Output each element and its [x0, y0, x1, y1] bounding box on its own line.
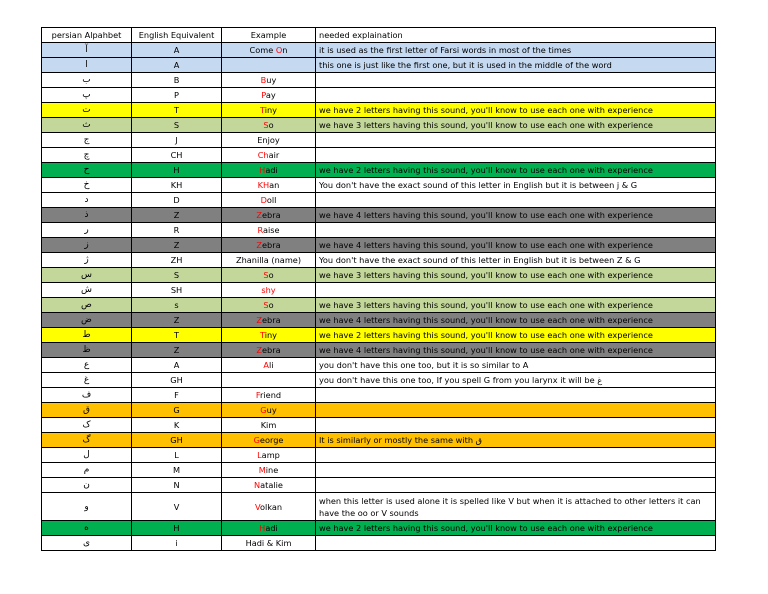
persian-letter-cell: غ	[42, 373, 132, 388]
persian-letter-cell: ذ	[42, 208, 132, 223]
persian-letter-cell: ی	[42, 536, 132, 551]
explanation-cell: this one is just like the first one, but it is used in the middle of the word	[316, 58, 716, 73]
example-highlight: Z	[256, 210, 262, 220]
example-cell	[222, 238, 316, 253]
english-equivalent-cell: s	[132, 298, 222, 313]
persian-letter-cell: ن	[42, 478, 132, 493]
english-equivalent-cell: ZH	[132, 253, 222, 268]
explanation-cell: you don't have this one too, but it is so similar to A	[316, 358, 716, 373]
table-row	[42, 433, 716, 448]
persian-letter-cell: ب	[42, 73, 132, 88]
table-row	[42, 478, 716, 493]
english-equivalent-cell: CH	[132, 148, 222, 163]
example-text: air	[268, 150, 280, 160]
example-cell	[222, 223, 316, 238]
table-row	[42, 463, 716, 478]
example-text: olkan	[259, 501, 283, 512]
persian-letter-cell: آ	[42, 43, 132, 58]
english-equivalent-cell: P	[132, 88, 222, 103]
example-text: ebra	[261, 240, 281, 250]
english-equivalent-cell: A	[132, 358, 222, 373]
english-equivalent-cell: H	[132, 521, 222, 536]
explanation-cell	[316, 536, 716, 551]
persian-letter-cell: ز	[42, 238, 132, 253]
persian-letter-cell: خ	[42, 178, 132, 193]
english-equivalent-cell: K	[132, 418, 222, 433]
table-row	[42, 73, 716, 88]
explanation-cell: we have 4 letters having this sound, you'll know to use each one with experience	[316, 208, 716, 223]
persian-letter-cell: ص	[42, 298, 132, 313]
example-cell	[222, 373, 316, 388]
example-cell	[222, 418, 316, 433]
english-equivalent-cell: D	[132, 193, 222, 208]
explanation-cell: we have 3 letters having this sound, you'll know to use each one with experience	[316, 268, 716, 283]
explanation-cell: we have 4 letters having this sound, you'll know to use each one with experience	[316, 238, 716, 253]
persian-letter-cell: ض	[42, 313, 132, 328]
explanation-cell	[316, 388, 716, 403]
example-text: n	[282, 45, 288, 55]
explanation-cell	[316, 133, 716, 148]
explanation-cell: we have 2 letters having this sound, you'll know to use each one with experience	[316, 103, 716, 118]
table-row	[42, 448, 716, 463]
english-equivalent-cell: M	[132, 463, 222, 478]
example-highlight: T	[259, 330, 265, 340]
example-highlight: P	[261, 90, 266, 100]
english-equivalent-cell: i	[132, 536, 222, 551]
explanation-cell: we have 3 letters having this sound, you'll know to use each one with experience	[316, 298, 716, 313]
example-highlight: Ch	[257, 150, 269, 160]
example-highlight: H	[259, 523, 266, 533]
example-cell	[222, 103, 316, 118]
example-cell	[222, 253, 316, 268]
example-highlight: M	[258, 465, 266, 475]
header-english-equivalent: English Equivalent	[132, 28, 222, 43]
example-cell	[222, 178, 316, 193]
persian-letter-cell: ش	[42, 283, 132, 298]
example-highlight: KH	[257, 180, 270, 190]
example-cell	[222, 58, 316, 73]
example-cell	[222, 328, 316, 343]
table-row	[42, 163, 716, 178]
english-equivalent-cell: L	[132, 448, 222, 463]
table-row	[42, 493, 716, 521]
table-body	[42, 43, 716, 551]
table-row	[42, 148, 716, 163]
table-row	[42, 328, 716, 343]
example-highlight: Z	[256, 240, 262, 250]
example-text: Zhanilla (name)	[235, 255, 302, 265]
english-equivalent-cell: T	[132, 103, 222, 118]
example-text: uy	[266, 75, 277, 85]
example-text: Kim	[260, 420, 277, 430]
example-cell	[222, 478, 316, 493]
example-highlight: D	[260, 195, 267, 205]
example-cell	[222, 493, 316, 521]
english-equivalent-cell: Z	[132, 313, 222, 328]
explanation-cell: we have 2 letters having this sound, you'll know to use each one with experience	[316, 328, 716, 343]
english-equivalent-cell: J	[132, 133, 222, 148]
explanation-cell	[316, 223, 716, 238]
english-equivalent-cell: S	[132, 268, 222, 283]
example-text: o	[268, 120, 274, 130]
example-cell	[222, 88, 316, 103]
example-cell	[222, 358, 316, 373]
persian-letter-cell: س	[42, 268, 132, 283]
example-highlight: S	[263, 270, 269, 280]
example-cell	[222, 118, 316, 133]
english-equivalent-cell: Z	[132, 343, 222, 358]
example-highlight: B	[260, 75, 267, 85]
explanation-cell: you don't have this one too, If you spell G from you larynx it will be غ	[316, 373, 716, 388]
persian-letter-cell: ط	[42, 328, 132, 343]
persian-letter-cell: ک	[42, 418, 132, 433]
english-equivalent-cell: GH	[132, 373, 222, 388]
header-row	[42, 28, 716, 43]
persian-letter-cell: گ	[42, 433, 132, 448]
table-row	[42, 343, 716, 358]
persian-letter-cell: د	[42, 193, 132, 208]
explanation-cell	[316, 283, 716, 298]
example-cell	[222, 403, 316, 418]
example-text: ebra	[261, 315, 281, 325]
english-equivalent-cell: V	[132, 493, 222, 521]
table-row	[42, 118, 716, 133]
table-row	[42, 298, 716, 313]
example-text: ine	[265, 465, 279, 475]
example-text: ay	[265, 90, 276, 100]
table-row	[42, 388, 716, 403]
alphabet-table	[41, 27, 716, 551]
example-highlight: L	[257, 450, 262, 460]
english-equivalent-cell: S	[132, 118, 222, 133]
example-text: adi	[265, 165, 278, 175]
english-equivalent-cell: T	[132, 328, 222, 343]
english-equivalent-cell: B	[132, 73, 222, 88]
table-row	[42, 358, 716, 373]
table-row	[42, 88, 716, 103]
explanation-cell: You don't have the exact sound of this letter in English but it is between Z & G	[316, 253, 716, 268]
example-highlight: F	[255, 390, 261, 400]
persian-letter-cell: ل	[42, 448, 132, 463]
example-text: atalie	[260, 480, 283, 490]
persian-letter-cell: ه	[42, 521, 132, 536]
english-equivalent-cell: SH	[132, 283, 222, 298]
example-highlight: Z	[256, 315, 262, 325]
table-row	[42, 418, 716, 433]
example-text: o	[268, 270, 274, 280]
header-explanation: needed explaination	[316, 28, 716, 43]
example-text: iny	[264, 105, 278, 115]
example-text: adi	[265, 523, 278, 533]
english-equivalent-cell: A	[132, 58, 222, 73]
english-equivalent-cell: KH	[132, 178, 222, 193]
explanation-cell	[316, 478, 716, 493]
table-row	[42, 536, 716, 551]
example-text: iny	[264, 330, 278, 340]
example-text: oll	[266, 195, 277, 205]
explanation-cell	[316, 193, 716, 208]
example-highlight: S	[263, 300, 269, 310]
english-equivalent-cell: H	[132, 163, 222, 178]
persian-letter-cell: ج	[42, 133, 132, 148]
persian-letter-cell: و	[42, 493, 132, 521]
example-cell	[222, 463, 316, 478]
table-row	[42, 373, 716, 388]
persian-letter-cell: م	[42, 463, 132, 478]
example-highlight: Z	[256, 345, 262, 355]
example-cell	[222, 133, 316, 148]
explanation-cell: we have 4 letters having this sound, you'll know to use each one with experience	[316, 343, 716, 358]
persian-letter-cell: چ	[42, 148, 132, 163]
english-equivalent-cell: F	[132, 388, 222, 403]
explanation-cell	[316, 418, 716, 433]
example-cell	[222, 163, 316, 178]
persian-letter-cell: ث	[42, 118, 132, 133]
header-example: Example	[222, 28, 316, 43]
english-equivalent-cell: GH	[132, 433, 222, 448]
example-text: o	[268, 300, 274, 310]
explanation-cell	[316, 88, 716, 103]
explanation-cell: we have 3 letters having this sound, you'll know to use each one with experience	[316, 118, 716, 133]
explanation-cell: It is similarly or mostly the same with ق	[316, 433, 716, 448]
example-highlight: shy	[261, 285, 276, 295]
persian-letter-cell: ا	[42, 58, 132, 73]
table-row	[42, 403, 716, 418]
table-row	[42, 103, 716, 118]
explanation-cell	[316, 448, 716, 463]
english-equivalent-cell: Z	[132, 208, 222, 223]
english-equivalent-cell: G	[132, 403, 222, 418]
example-cell	[222, 73, 316, 88]
example-cell	[222, 433, 316, 448]
table-row	[42, 58, 716, 73]
persian-letter-cell: پ	[42, 88, 132, 103]
explanation-cell	[316, 403, 716, 418]
explanation-cell: it is used as the first letter of Farsi words in most of the times	[316, 43, 716, 58]
persian-letter-cell: ق	[42, 403, 132, 418]
example-cell	[222, 448, 316, 463]
table-row	[42, 43, 716, 58]
explanation-cell: You don't have the exact sound of this letter in English but it is between j & G	[316, 178, 716, 193]
english-equivalent-cell: A	[132, 43, 222, 58]
explanation-cell	[316, 148, 716, 163]
persian-letter-cell: ف	[42, 388, 132, 403]
example-cell	[222, 193, 316, 208]
persian-letter-cell: ع	[42, 358, 132, 373]
header-persian-alphabet: persian Alpahbet	[42, 28, 132, 43]
table-row	[42, 313, 716, 328]
example-text: amp	[261, 450, 280, 460]
example-cell	[222, 43, 316, 58]
example-text: Come	[249, 45, 276, 55]
table-row	[42, 521, 716, 536]
table-row	[42, 223, 716, 238]
example-highlight: S	[263, 120, 269, 130]
explanation-cell: we have 2 letters having this sound, you'll know to use each one with experience	[316, 163, 716, 178]
example-cell	[222, 536, 316, 551]
persian-letter-cell: ژ	[42, 253, 132, 268]
example-cell	[222, 283, 316, 298]
table-row	[42, 178, 716, 193]
example-text: an	[269, 180, 280, 190]
example-text: Enjoy	[257, 135, 280, 145]
persian-letter-cell: ظ	[42, 343, 132, 358]
explanation-cell	[316, 463, 716, 478]
example-text: ebra	[261, 210, 281, 220]
english-equivalent-cell: R	[132, 223, 222, 238]
explanation-cell	[316, 73, 716, 88]
table-row	[42, 253, 716, 268]
example-highlight: V	[254, 501, 260, 512]
example-text: eorge	[259, 435, 284, 445]
english-equivalent-cell: Z	[132, 238, 222, 253]
table-row	[42, 208, 716, 223]
explanation-cell: we have 4 letters having this sound, you'll know to use each one with experience	[316, 313, 716, 328]
example-highlight: T	[259, 105, 265, 115]
explanation-cell: we have 2 letters having this sound, you'll know to use each one with experience	[316, 521, 716, 536]
example-highlight: R	[257, 225, 263, 235]
example-cell	[222, 268, 316, 283]
example-cell	[222, 343, 316, 358]
example-text: aise	[262, 225, 280, 235]
example-text: riend	[260, 390, 282, 400]
persian-letter-cell: ر	[42, 223, 132, 238]
example-highlight: H	[259, 165, 266, 175]
example-highlight: O	[275, 45, 283, 55]
example-text: Hadi & Kim	[245, 538, 292, 548]
example-text: ebra	[261, 345, 281, 355]
example-highlight: A	[263, 360, 270, 370]
example-cell	[222, 521, 316, 536]
example-cell	[222, 208, 316, 223]
example-highlight: G	[260, 405, 267, 415]
table-row	[42, 268, 716, 283]
table-row	[42, 238, 716, 253]
example-cell	[222, 298, 316, 313]
example-cell	[222, 148, 316, 163]
persian-letter-cell: ح	[42, 163, 132, 178]
english-equivalent-cell: N	[132, 478, 222, 493]
example-text: uy	[266, 405, 277, 415]
table-row	[42, 133, 716, 148]
example-text: li	[269, 360, 274, 370]
example-highlight: N	[254, 480, 261, 490]
table-row	[42, 283, 716, 298]
explanation-cell: when this letter is used alone it is spelled like V but when it is attached to other letters it can have the oo or V sounds	[316, 493, 716, 521]
example-highlight: G	[253, 435, 260, 445]
example-cell	[222, 388, 316, 403]
table-row	[42, 193, 716, 208]
persian-letter-cell: ت	[42, 103, 132, 118]
example-cell	[222, 313, 316, 328]
